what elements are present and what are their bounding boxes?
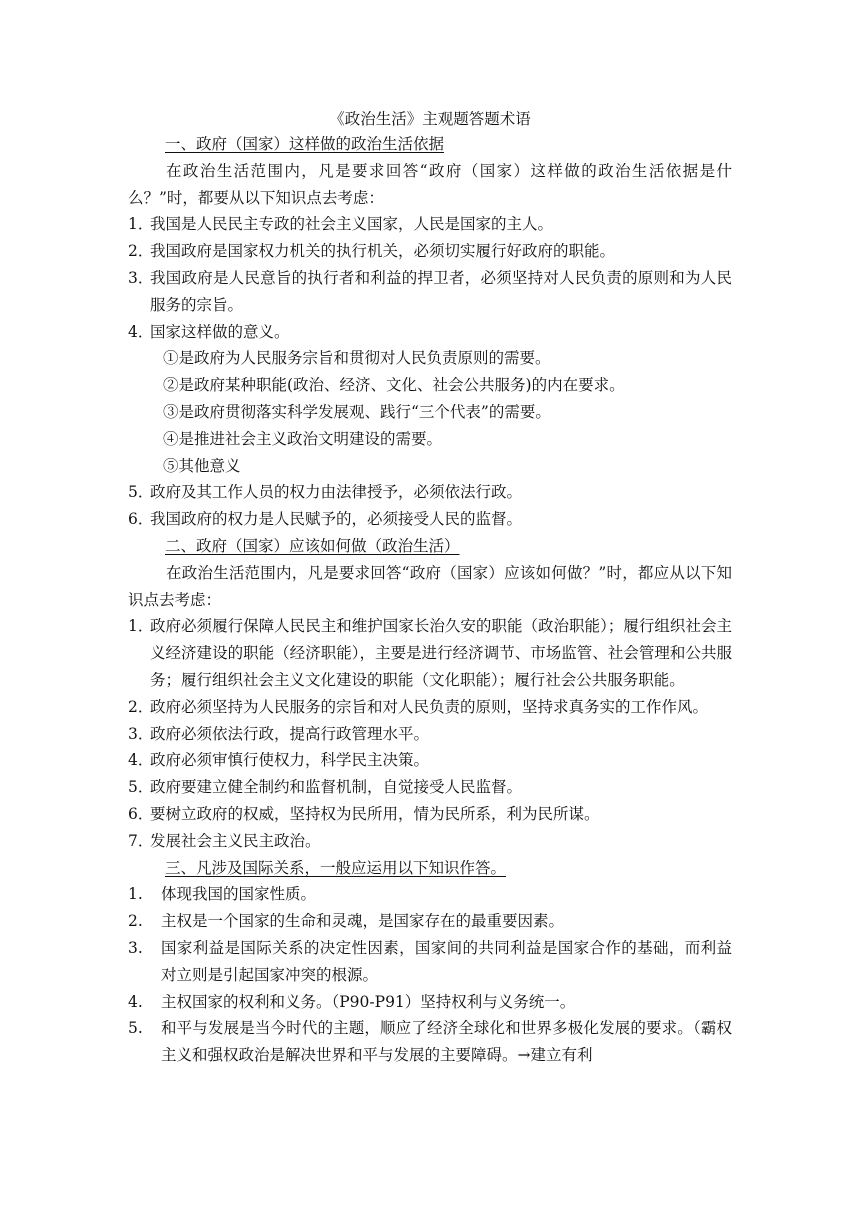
- item-number: 5.: [128, 1019, 143, 1038]
- item-text: 主权是一个国家的生命和灵魂，是国家存在的最重要因素。: [161, 912, 565, 931]
- item-text: 国家这样做的意义。: [150, 322, 290, 341]
- item-number: 5．: [128, 483, 154, 502]
- item-text: 和平与发展是当今时代的主题，顺应了经济全球化和世界多极化发展的要求。（霸权主义和强权政治是解决世界和平与发展的主要障碍。→建立有利: [161, 1019, 732, 1065]
- list-item: [128, 694, 732, 721]
- list-item: [128, 747, 732, 774]
- list-item: [128, 319, 732, 346]
- item-number: 2.: [128, 912, 143, 931]
- section-3-heading: 三、凡涉及国际关系，一般应运用以下知识作答。: [165, 858, 507, 877]
- item-text: 政府要建立健全制约和监督机制，自觉接受人民监督。: [150, 778, 523, 797]
- item-number: 2．: [128, 697, 154, 716]
- item-number: 5．: [128, 778, 154, 797]
- item-number: 6．: [128, 510, 154, 529]
- list-item: [128, 721, 732, 748]
- item-number: 3.: [128, 938, 143, 957]
- item-text: 我国政府是人民意旨的执行者和利益的捍卫者，必须坚持对人民负责的原则和为人民服务的宗旨。: [150, 268, 732, 314]
- item-number: 3．: [128, 724, 154, 743]
- section-2-heading: 二、政府（国家）应该如何做（政治生活）: [165, 536, 460, 555]
- item-text: 体现我国的国家性质。: [161, 885, 317, 904]
- list-item: [128, 265, 732, 319]
- item-number: 4.: [128, 992, 143, 1011]
- list-item: [128, 238, 732, 265]
- item-text: 我国政府的权力是人民赋予的，必须接受人民的监督。: [150, 510, 523, 529]
- item-text: 国家利益是国际关系的决定性因素，国家间的共同利益是国家合作的基础，而利益对立则是引起国家冲突的根源。: [161, 938, 732, 984]
- item-number: 3．: [128, 268, 154, 287]
- list-item: [128, 211, 732, 238]
- sub-item: ④是推进社会主义政治文明建设的需要。: [163, 429, 443, 448]
- document-body: [128, 131, 732, 1069]
- section-1-heading: 一、政府（国家）这样做的政治生活依据: [165, 135, 445, 153]
- item-text: 政府必须坚持为人民服务的宗旨和对人民负责的原则，坚持求真务实的工作作风。: [150, 697, 709, 716]
- list-item: [128, 989, 732, 1016]
- list-item: [128, 613, 732, 693]
- list-item: [128, 479, 732, 506]
- sub-item: ②是政府某种职能(政治、经济、文化、社会公共服务)的内在要求。: [163, 376, 625, 395]
- document-title: 《政治生活》主观题答题术语: [329, 110, 531, 128]
- item-text: 政府及其工作人员的权力由法律授予，必须依法行政。: [150, 483, 523, 502]
- item-number: 4．: [128, 322, 154, 341]
- item-text: 政府必须审慎行使权力，科学民主决策。: [150, 751, 430, 770]
- item-number: 1.: [128, 885, 143, 904]
- item-text: 发展社会主义民主政治。: [150, 831, 321, 850]
- sub-item: ⑤其他意义: [163, 456, 241, 475]
- list-item: [128, 1015, 732, 1069]
- item-text: 政府必须依法行政，提高行政管理水平。: [150, 724, 430, 743]
- list-item: [128, 935, 732, 989]
- item-text: 我国政府是国家权力机关的执行机关，必须切实履行好政府的职能。: [150, 242, 616, 261]
- item-text: 政府必须履行保障人民民主和维护国家长治久安的职能（政治职能）；履行组织社会主义经济建设的职能（经济职能），主要是进行经济调节、市场监管、社会管理和公共服务；履行组织社会主义文化建设的职能（文化职能）；履行社会公共服务职能。: [150, 617, 732, 689]
- section-2-intro: 在政治生活范围内，凡是要求回答“政府（国家）应该如何做？”时，都应从以下知识点去考虑：: [128, 563, 732, 609]
- section-1-intro: 在政治生活范围内，凡是要求回答“政府（国家）这样做的政治生活依据是什么？”时，都要从以下知识点去考虑：: [128, 161, 732, 207]
- item-text: 要树立政府的权威，坚持权为民所用，情为民所系，利为民所谋。: [150, 804, 600, 823]
- sub-item: ①是政府为人民服务宗旨和贯彻对人民负责原则的需要。: [163, 349, 551, 368]
- list-item: [128, 801, 732, 828]
- list-item: [128, 774, 732, 801]
- item-number: 7．: [128, 831, 154, 850]
- item-number: 4．: [128, 751, 154, 770]
- item-text: 我国是人民民主专政的社会主义国家，人民是国家的主人。: [150, 215, 554, 234]
- list-item: [128, 506, 732, 533]
- item-number: 1．: [128, 215, 154, 234]
- list-item: [128, 881, 732, 908]
- sub-item: ③是政府贯彻落实科学发展观、践行“三个代表”的需要。: [163, 402, 551, 421]
- item-number: 6．: [128, 804, 154, 823]
- list-item: [128, 908, 732, 935]
- list-item: [128, 828, 732, 855]
- item-text: 主权国家的权利和义务。（P90-P91）坚持权利与义务统一。: [161, 992, 576, 1011]
- item-number: 2．: [128, 242, 154, 261]
- item-number: 1．: [128, 617, 154, 636]
